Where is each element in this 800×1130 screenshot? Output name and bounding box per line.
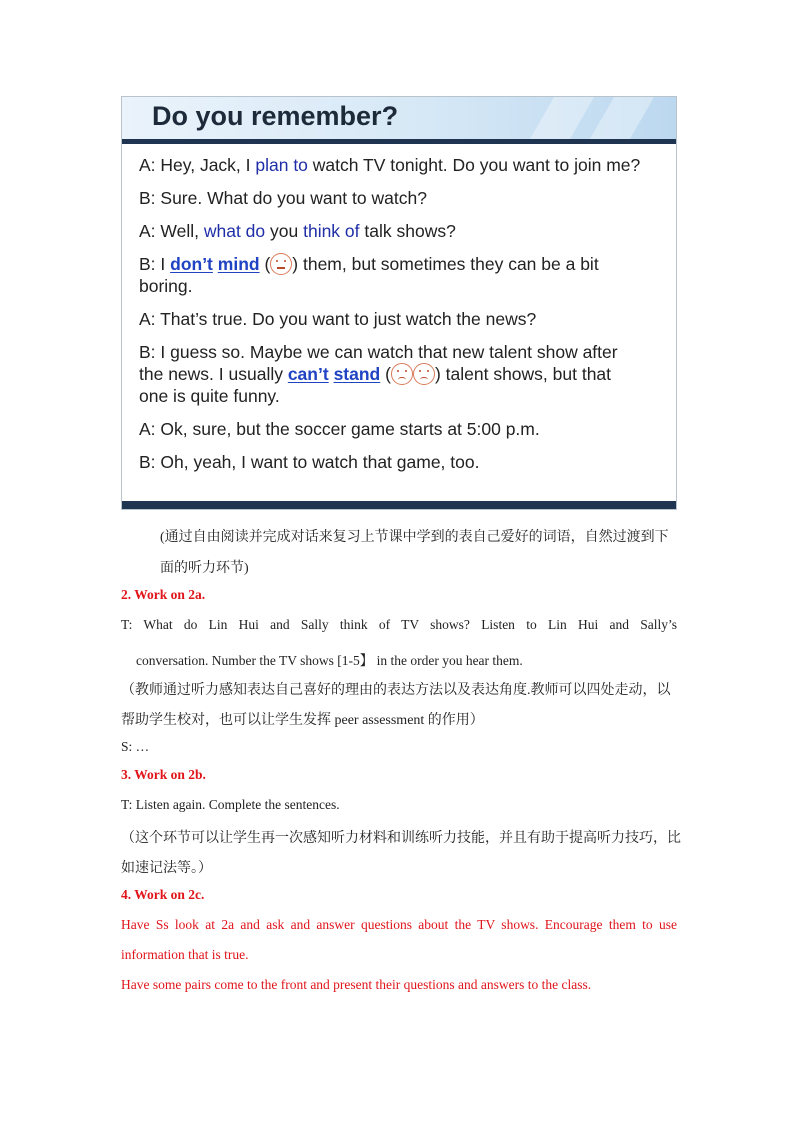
teacher-note: 帮助学生校对，也可以让学生发挥 peer assessment 的作用）	[121, 713, 484, 728]
answer-blank: can’t	[287, 364, 329, 384]
dialogue-line: A: Well, what do you think of talk shows?	[139, 221, 456, 241]
dialogue-line: B: I guess so. Maybe we can watch that new talent show after	[139, 342, 618, 362]
sad-face-icon	[391, 363, 413, 385]
slide-title: Do you remember?	[152, 101, 399, 131]
section-heading: 3. Work on 2b.	[121, 767, 206, 782]
instruction-text: T: Listen again. Complete the sentences.	[121, 797, 340, 812]
dialogue-line: B: Sure. What do you want to watch?	[139, 188, 427, 208]
answer-blank: mind	[217, 254, 260, 274]
instruction-text: conversation. Number the TV shows [1-5】 in the order you hear them.	[136, 653, 523, 668]
dialogue-line: A: That’s true. Do you want to just watch the news?	[139, 309, 537, 329]
dialogue-line: A: Hey, Jack, I plan to watch TV tonight. Do you want to join me?	[139, 155, 641, 175]
dialogue-line: boring.	[139, 276, 193, 296]
answer-blank: stand	[333, 364, 381, 384]
dialogue-line: B: I don’t mind ( ) them, but sometimes they can be a bit	[139, 254, 599, 274]
dialogue-line: A: Ok, sure, but the soccer game starts at 5:00 p.m.	[139, 419, 540, 439]
teacher-note: （教师通过听力感知表达自己喜好的理由的表达方法以及表达角度.教师可以四处走动，以	[121, 683, 671, 698]
student-response: S: …	[121, 739, 150, 754]
section-heading: 4. Work on 2c.	[121, 887, 205, 902]
teacher-note: （这个环节可以让学生再一次感知听力材料和训练听力技能，并且有助于提高听力技巧，比	[121, 831, 681, 846]
slide-footer-bar	[122, 501, 676, 509]
teacher-note: 如速记法等。）	[121, 861, 212, 876]
answer-blank: don’t	[170, 254, 213, 274]
sad-face-icon	[413, 363, 435, 385]
activity-instruction: information that is true.	[121, 947, 249, 962]
teacher-note: 面的听力环节)	[160, 561, 249, 576]
section-heading: 2. Work on 2a.	[121, 587, 206, 602]
instruction-text: T: What do Lin Hui and Sally think of TV shows? Listen to Lin Hui and Sally’s	[121, 617, 677, 632]
neutral-face-icon	[270, 253, 292, 275]
dialogue-line: B: Oh, yeah, I want to watch that game, too.	[139, 452, 480, 472]
activity-instruction: Have Ss look at 2a and ask and answer questions about the TV shows. Encourage them to use	[121, 917, 677, 932]
activity-instruction: Have some pairs come to the front and present their questions and answers to the class.	[121, 977, 592, 992]
slide-image	[121, 96, 677, 510]
slide-divider	[122, 139, 676, 144]
dialogue-line: the news. I usually can’t stand ( ) talent shows, but that	[139, 364, 612, 384]
teacher-note: (通过自由阅读并完成对话来复习上节课中学到的表自己爱好的词语，自然过渡到下	[160, 530, 669, 545]
dialogue-line: one is quite funny.	[139, 386, 280, 406]
